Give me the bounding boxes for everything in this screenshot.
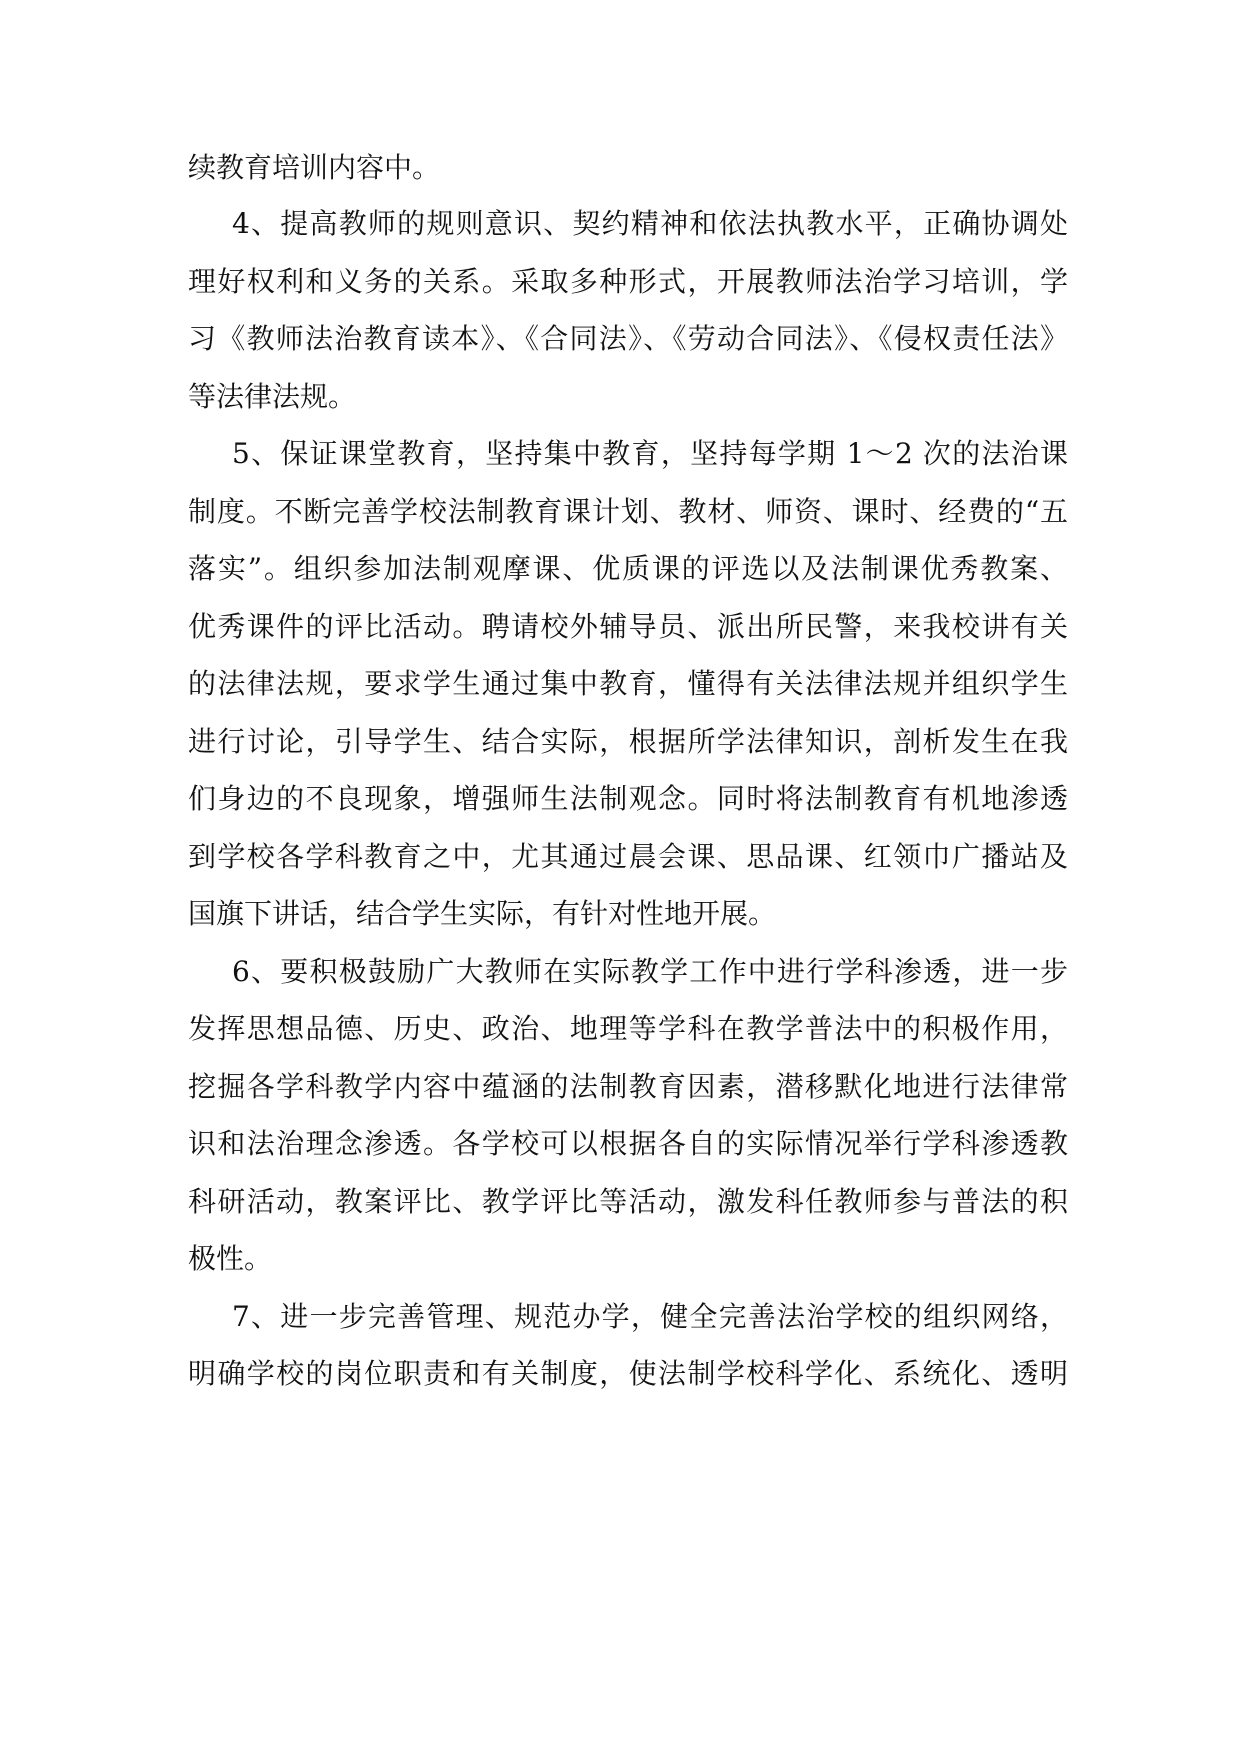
text-line: 极性。 — [188, 1242, 273, 1275]
text-line: 进行讨论，引导学生、结合实际，根据所学法律知识，剖析发生在我 — [188, 725, 1068, 758]
text-line: 到学校各学科教育之中，尤其通过晨会课、思品课、红领巾广播站及 — [188, 840, 1068, 873]
text-line: 优秀课件的评比活动。聘请校外辅导员、派出所民警，来我校讲有关 — [188, 610, 1068, 643]
text-line: 续教育培训内容中。 — [188, 151, 441, 184]
text-line: 国旗下讲话，结合学生实际，有针对性地开展。 — [188, 897, 777, 930]
text-line: 4、提高教师的规则意识、契约精神和依法执教水平，正确协调处 — [232, 207, 1068, 240]
text-line: 的法律法规，要求学生通过集中教育，懂得有关法律法规并组织学生 — [188, 667, 1068, 700]
text-line: 挖掘各学科教学内容中蕴涵的法制教育因素，潜移默化地进行法律常 — [188, 1070, 1068, 1103]
text-line: 5、保证课堂教育，坚持集中教育，坚持每学期 1～2 次的法治课 — [232, 437, 1068, 470]
text-line: 等法律法规。 — [188, 380, 357, 413]
text-line: 们身边的不良现象，增强师生法制观念。同时将法制教育有机地渗透 — [188, 782, 1068, 815]
text-line: 6、要积极鼓励广大教师在实际教学工作中进行学科渗透，进一步 — [232, 955, 1068, 988]
text-line: 识和法治理念渗透。各学校可以根据各自的实际情况举行学科渗透教 — [188, 1127, 1068, 1160]
text-line: 明确学校的岗位职责和有关制度，使法制学校科学化、系统化、透明 — [188, 1357, 1068, 1390]
text-line: 落实”。组织参加法制观摩课、优质课的评选以及法制课优秀教案、 — [188, 552, 1068, 585]
text-line: 习《教师法治教育读本》、《合同法》、《劳动合同法》、《侵权责任法》 — [188, 322, 1068, 355]
text-line: 制度。不断完善学校法制教育课计划、教材、师资、课时、经费的“五 — [188, 495, 1068, 528]
text-line: 7、进一步完善管理、规范办学，健全完善法治学校的组织网络， — [232, 1300, 1068, 1333]
text-line: 理好权利和义务的关系。采取多种形式，开展教师法治学习培训，学 — [188, 265, 1068, 298]
text-line: 发挥思想品德、历史、政治、地理等学科在教学普法中的积极作用， — [188, 1012, 1068, 1045]
text-line: 科研活动，教案评比、教学评比等活动，激发科任教师参与普法的积 — [188, 1185, 1068, 1218]
